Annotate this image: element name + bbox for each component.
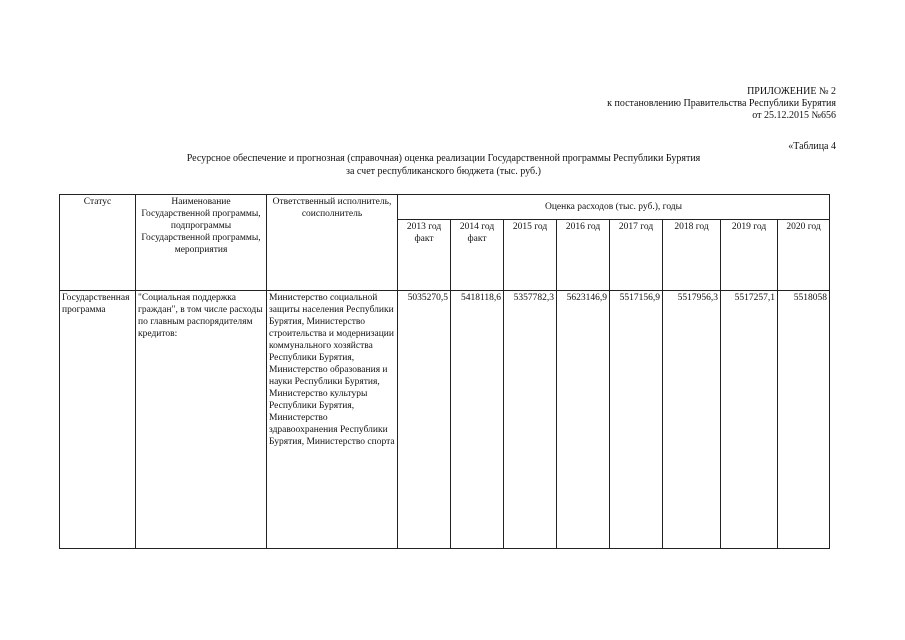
table-number: «Таблица 4 xyxy=(788,141,836,152)
header-expenses: Оценка расходов (тыс. руб.), годы xyxy=(398,195,830,220)
row-value-2019: 5517257,1 xyxy=(721,291,778,549)
row-status: Государственная программа xyxy=(60,291,136,549)
row-program-name: "Социальная поддержка граждан", в том числе расходы по главным распорядителям кредитов: xyxy=(136,291,267,549)
header-year-2019: 2019 год xyxy=(721,220,778,291)
header-status: Статус xyxy=(60,195,136,291)
row-value-2018: 5517956,3 xyxy=(663,291,721,549)
decree-date: от 25.12.2015 №656 xyxy=(752,110,836,121)
header-year-2017: 2017 год xyxy=(610,220,663,291)
document-title: Ресурсное обеспечение и прогнозная (справочная) оценка реализации Государственной программы Республики Бурятия xyxy=(186,153,701,164)
row-value-2017: 5517156,9 xyxy=(610,291,663,549)
header-year-2015: 2015 год xyxy=(504,220,557,291)
row-executor: Министерство социальной защиты населения Республики Бурятия, Министерство строительства и модернизации коммунального хозяйства Республики Бурятия, Министерство образования и науки Республики Бурятия, Министерство культуры Республики Бурятия, Министерство здравоохранения Республики Бурятия, Министерство спорта xyxy=(267,291,398,549)
row-value-2016: 5623146,9 xyxy=(557,291,610,549)
resource-table xyxy=(59,194,830,549)
header-executor: Ответственный исполнитель, соисполнитель xyxy=(267,195,398,291)
decree-reference: к постановлению Правительства Республики Бурятия xyxy=(607,98,836,109)
row-value-2020: 5518058 xyxy=(778,291,830,549)
document-subtitle: за счет республиканского бюджета (тыс. руб.) xyxy=(346,166,541,177)
table-row xyxy=(60,291,830,549)
row-value-2014: 5418118,6 xyxy=(451,291,504,549)
row-value-2013: 5035270,5 xyxy=(398,291,451,549)
header-program-name: Наименование Государственной программы, подпрограммы Государственной программы, мероприятия xyxy=(136,195,267,291)
appendix-title: ПРИЛОЖЕНИЕ № 2 xyxy=(747,86,836,97)
header-year-2016: 2016 год xyxy=(557,220,610,291)
header-year-2013: 2013 год факт xyxy=(398,220,451,291)
header-year-2018: 2018 год xyxy=(663,220,721,291)
row-value-2015: 5357782,3 xyxy=(504,291,557,549)
table-header-row xyxy=(60,195,830,220)
header-year-2014: 2014 год факт xyxy=(451,220,504,291)
header-year-2020: 2020 год xyxy=(778,220,830,291)
